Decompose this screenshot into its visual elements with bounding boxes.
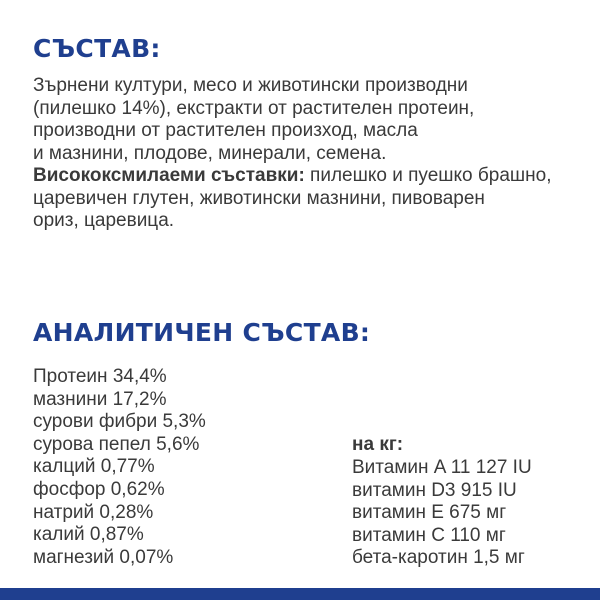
- vitamin-item: витамин E 675 мг: [352, 502, 507, 524]
- nutrient-item: фосфор 0,62%: [33, 478, 165, 500]
- nutrient-item: Протеин 34,4%: [33, 366, 167, 387]
- composition-text: [33, 75, 593, 233]
- composition-line: производни от растителен произход, масла: [33, 120, 418, 141]
- digestible-label: Висококсмилаеми съставки:: [33, 165, 305, 186]
- digestible-line: ориз, царевица.: [33, 210, 175, 231]
- nutrient-item: сурова пепел 5,6%: [33, 433, 200, 455]
- digestible-line: [33, 165, 593, 188]
- vitamins-title: на кг:: [352, 434, 404, 455]
- analytical-heading: АНАЛИТИЧЕН СЪСТАВ:: [33, 318, 371, 347]
- vitamin-list: [352, 457, 532, 570]
- nutrient-item: калий 0,87%: [33, 524, 144, 546]
- vitamin-item: витамин D3 915 IU: [352, 479, 517, 501]
- nutrient-item: магнезий 0,07%: [33, 546, 174, 568]
- vitamin-item: бета-каротин 1,5 мг: [352, 547, 525, 569]
- vitamin-item: витамин C 110 мг: [352, 524, 506, 546]
- composition-heading: СЪСТАВ:: [33, 34, 161, 63]
- bottom-bar: [0, 588, 600, 600]
- nutrient-item: сурови фибри 5,3%: [33, 411, 206, 433]
- nutrient-list: [33, 366, 206, 569]
- nutrient-item: мазнини 17,2%: [33, 388, 167, 410]
- nutrient-item: натрий 0,28%: [33, 501, 154, 523]
- digestible-first: пилешко и пуешко брашно,: [304, 165, 552, 186]
- composition-line: и мазнини, плодове, минерали, семена.: [33, 142, 387, 164]
- vitamin-item: Витамин A 11 127 IU: [352, 457, 532, 478]
- nutrient-item: калций 0,77%: [33, 456, 155, 478]
- composition-line: (пилешко 14%), екстракти от растителен протеин,: [33, 97, 475, 119]
- digestible-line: царевичен глутен, животински мазнини, пивоварен: [33, 187, 485, 209]
- composition-line: Зърнени култури, месо и животински производни: [33, 75, 468, 96]
